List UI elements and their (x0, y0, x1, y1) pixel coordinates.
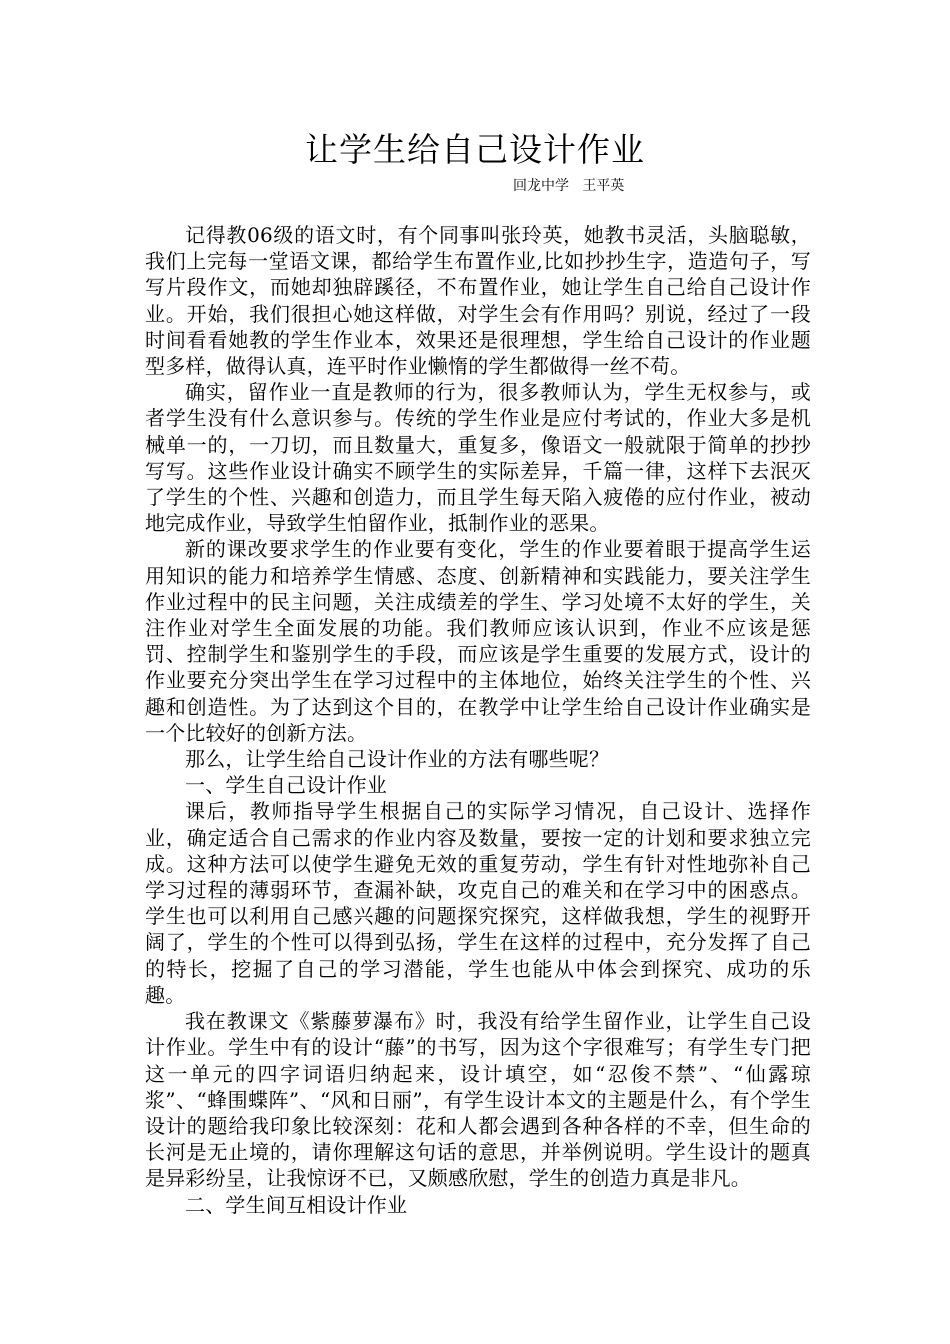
paragraph: 新的课改要求学生的作业要有变化，学生的作业要着眼于提高学生运用知识的能力和培养学生情感、态度、创新精神和实践能力，要关注学生作业过程中的民主问题，关注成绩差的学生、学习处境不太好的学生，关注作业对学生全面发展的功能。我们教师应该认识到，作业不应该是惩罚、控制学生和鉴别学生的手段，而应该是学生重要的发展方式，设计的作业要充分突出学生在学习过程中的主体地位，始终关注学生的个性、兴趣和创造性。为了达到这个目的，在教学中让学生给自己设计作业确实是一个比较好的创新方法。 (145, 537, 811, 745)
section-heading: 一、学生自己设计作业 (185, 773, 387, 798)
document-body (145, 222, 811, 1218)
author-byline: 回龙中学 王平英 (513, 178, 625, 194)
paragraph: 记得教06级的语文时，有个同事叫张玲英，她教书灵活，头脑聪敏，我们上完每一堂语文课，都给学生布置作业,比如抄抄生字，造造句子，写写片段作文，而她却独辟蹊径，不布置作业，她让学生自己给自己设计作业。开始，我们很担心她这样做，对学生会有作用吗？别说，经过了一段时间看看她教的学生作业本，效果还是很理想，学生给自己设计的作业题型多样，做得认真，连平时作业懒惰的学生都做得一丝不苟。 (145, 223, 811, 379)
paragraph: 我在教课文《紫藤萝瀑布》时，我没有给学生留作业，让学生自己设计作业。学生中有的设计“藤”的书写，因为这个字很难写；有学生专门把这一单元的四字词语归纳起来，设计填空，如“忍俊不禁”、“仙露琼浆”、“蜂围蝶阵”、“风和日丽”，有学生设计本文的主题是什么，有个学生设计的题给我印象比较深刻：花和人都会遇到各种各样的不幸，但生命的长河是无止境的，请你理解这句话的意思，并举例说明。学生设计的题真是异彩纷呈，让我惊讶不已，又颇感欣慰，学生的创造力真是非凡。 (145, 1009, 811, 1191)
section-heading: 二、学生间互相设计作业 (185, 1192, 408, 1217)
document-title: 让学生给自己设计作业 (305, 130, 645, 169)
paragraph: 确实，留作业一直是教师的行为，很多教师认为，学生无权参与，或者学生没有什么意识参与。传统的学生作业是应付考试的，作业大多是机械单一的，一刀切，而且数量大，重复多，像语文一般就限于简单的抄抄写写。这些作业设计确实不顾学生的实际差异，千篇一律，这样下去泯灭了学生的个性、兴趣和创造力，而且学生每天陷入疲倦的应付作业，被动地完成作业，导致学生怕留作业，抵制作业的恶果。 (145, 380, 811, 536)
paragraph: 课后，教师指导学生根据自己的实际学习情况，自己设计、选择作业，确定适合自己需求的作业内容及数量，要按一定的计划和要求独立完成。这种方法可以使学生避免无效的重复劳动，学生有针对性地弥补自己学习过程的薄弱环节，查漏补缺，攻克自己的难关和在学习中的困惑点。学生也可以利用自己感兴趣的问题探究探究，这样做我想，学生的视野开阔了，学生的个性可以得到弘扬，学生在这样的过程中，充分发挥了自己的特长，挖掘了自己的学习潜能，学生也能从中体会到探究、成功的乐趣。 (145, 799, 811, 1007)
paragraph: 那么，让学生给自己设计作业的方法有哪些呢？ (185, 747, 610, 772)
